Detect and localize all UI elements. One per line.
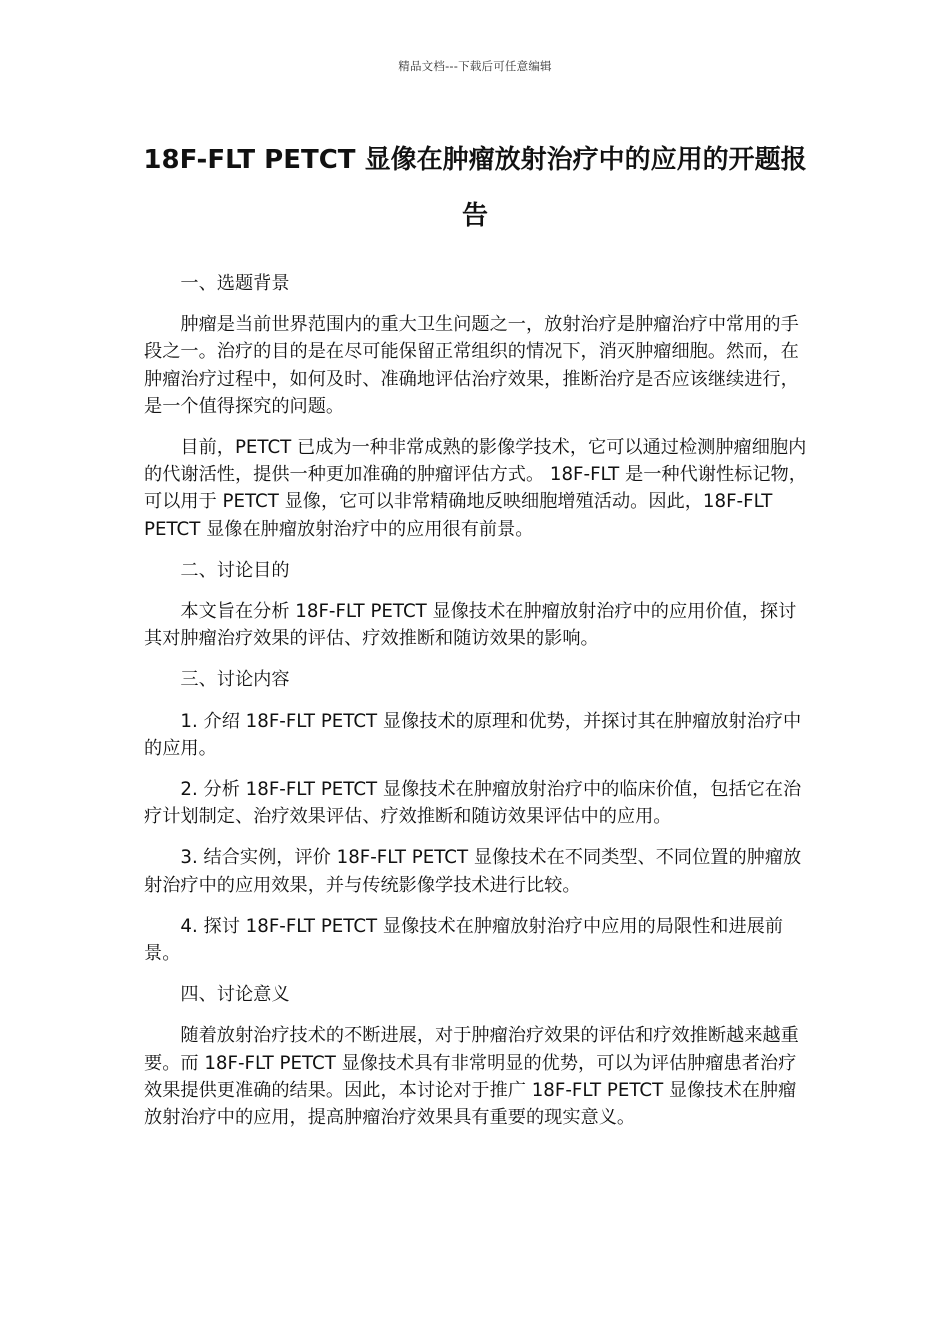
document-title: 18F-FLT PETCT 显像在肿瘤放射治疗中的应用的开题报告 <box>143 145 807 231</box>
paragraph: 随着放射治疗技术的不断进展，对于肿瘤治疗效果的评估和疗效推断越来越重要。而 18F-FLT PETCT 显像技术具有非常明显的优势，可以为评估肿瘤患者治疗效果提供更准确的结果。因此，本讨论对于推广 18F-FLT PETCT 显像技术在肿瘤放射治疗中的应用，提高肿瘤治疗效果具有重要的现实意义。 <box>144 1025 799 1129</box>
section-heading-purpose: 二、讨论目的 <box>180 559 290 581</box>
list-item: 4. 探讨 18F-FLT PETCT 显像技术在肿瘤放射治疗中应用的局限性和进展前景。 <box>144 915 784 965</box>
list-item: 3. 结合实例，评价 18F-FLT PETCT 显像技术在不同类型、不同位置的肿瘤放射治疗中的应用效果，并与传统影像学技术进行比较。 <box>144 847 802 896</box>
header-note: 精品文档---下载后可任意编辑 <box>398 59 552 73</box>
paragraph: 本文旨在分析 18F-FLT PETCT 显像技术在肿瘤放射治疗中的应用价值，探讨其对肿瘤治疗效果的评估、疗效推断和随访效果的影响。 <box>144 601 797 650</box>
document-body <box>144 270 808 1145</box>
section-heading-content: 三、讨论内容 <box>180 669 290 691</box>
paragraph: 目前，PETCT 已成为一种非常成熟的影像学技术，它可以通过检测肿瘤细胞内的代谢活性，提供一种更加准确的肿瘤评估方式。 18F-FLT 是一种代谢性标记物，可以用于 PETCT 显像，它可以非常精确地反映细胞增殖活动。因此，18F-FLT PETCT 显像在肿瘤放射治疗中的应用很有前景。 <box>144 437 807 540</box>
section-heading-background: 一、选题背景 <box>180 273 290 294</box>
section-heading-significance: 四、讨论意义 <box>180 984 290 1006</box>
paragraph: 肿瘤是当前世界范围内的重大卫生问题之一，放射治疗是肿瘤治疗中常用的手段之一。治疗的目的是在尽可能保留正常组织的情况下，消灭肿瘤细胞。然而，在肿瘤治疗过程中，如何及时、准确地评估治疗效果，推断治疗是否应该继续进行，是一个值得探究的问题。 <box>144 314 799 417</box>
list-item: 1. 介绍 18F-FLT PETCT 显像技术的原理和优势，并探讨其在肿瘤放射治疗中的应用。 <box>144 710 802 759</box>
list-item: 2. 分析 18F-FLT PETCT 显像技术在肿瘤放射治疗中的临床价值，包括它在治疗计划制定、治疗效果评估、疗效推断和随访效果评估中的应用。 <box>144 779 802 828</box>
